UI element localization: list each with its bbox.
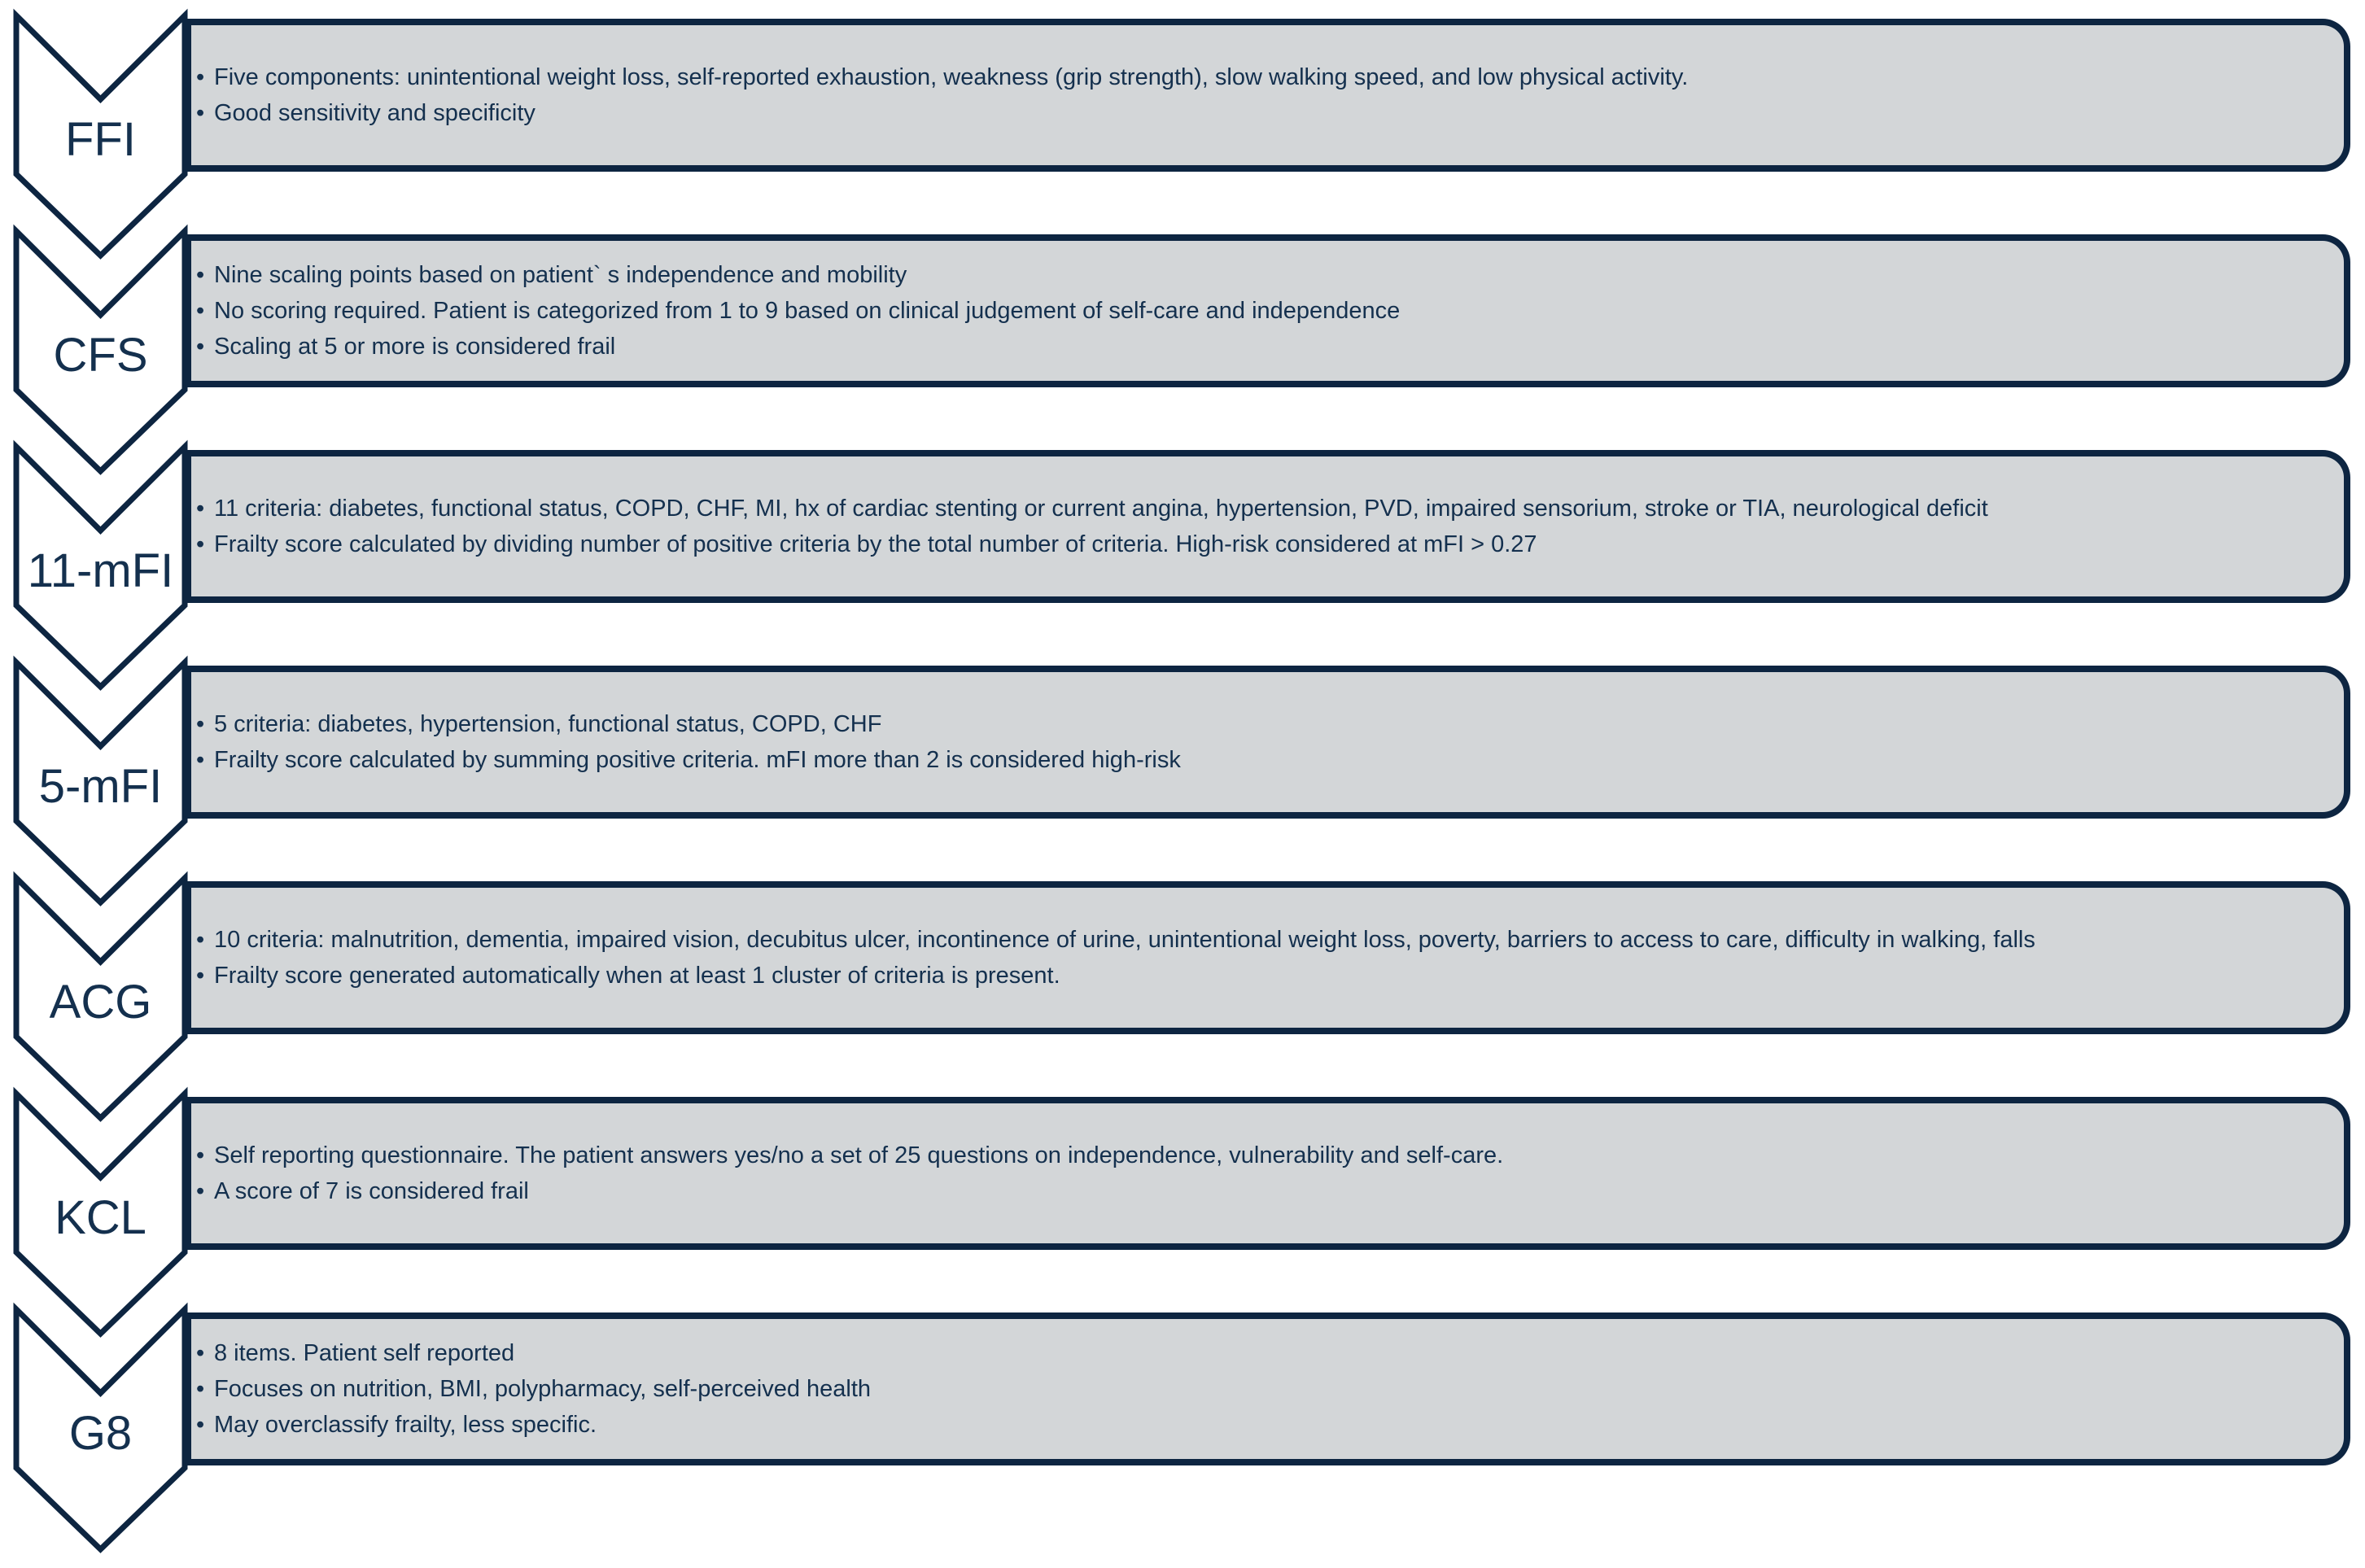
bullet-item [195,59,2298,95]
bullet-text: 8 items. Patient self reported [214,1340,515,1366]
bullet-item [195,491,2298,526]
bullet-text: 10 criteria: malnutrition, dementia, impaired vision, decubitus ulcer, incontinence of urine, unintentional weight loss, poverty, barriers to access to care, difficulty in walking, falls [214,927,2035,953]
bullet-item [195,706,2298,742]
bullet-item [195,293,2298,329]
bullet-item [195,95,2298,131]
bullet-text: 5 criteria: diabetes, hypertension, functional status, COPD, CHF [214,711,882,737]
description-box [185,666,2350,819]
bullet-icon: • [196,100,205,126]
stage-label: CFS [53,329,148,382]
bullet-item [195,1173,2298,1209]
bullet-item [195,922,2298,958]
bullet-item [195,526,2298,562]
stage-label: FFI [65,113,136,166]
bullet-text: 11 criteria: diabetes, functional status, COPD, CHF, MI, hx of cardiac stenting or current angina, hypertension, PVD, impaired sensorium, stroke or TIA, neurological deficit [214,496,1988,522]
bullet-text: Scaling at 5 or more is considered frail [214,334,616,360]
bullet-text: Frailty score generated automatically when at least 1 cluster of criteria is present. [214,963,1060,989]
bullet-icon: • [196,496,205,522]
bullet-icon: • [196,927,205,953]
bullet-item [195,1138,2298,1173]
bullet-text: No scoring required. Patient is categorized from 1 to 9 based on clinical judgement of self-care and independence [214,298,1401,324]
bullet-icon: • [196,262,205,288]
bullet-text: Nine scaling points based on patient` s independence and mobility [214,262,907,288]
bullet-item [195,742,2298,778]
stage-label: 5-mFI [38,760,163,813]
stage-label: ACG [49,976,152,1029]
bullet-text: Five components: unintentional weight loss, self-reported exhaustion, weakness (grip strength), slow walking speed, and low physical activity. [214,64,1689,90]
bullet-item [195,958,2298,994]
description-box [185,1097,2350,1250]
description-box [185,1312,2350,1465]
bullet-icon: • [196,1412,205,1438]
bullet-item [195,1335,2298,1371]
bullet-icon: • [196,1142,205,1168]
description-box [185,881,2350,1034]
bullet-icon: • [196,334,205,360]
description-box [185,19,2350,172]
bullet-item [195,329,2298,365]
stage-label: KCL [55,1191,146,1244]
bullet-text: Frailty score calculated by dividing number of positive criteria by the total number of criteria. High-risk considered at mFI > 0.27 [214,531,1537,557]
description-box [185,450,2350,603]
bullet-icon: • [196,531,205,557]
bullet-item [195,1407,2298,1443]
bullet-icon: • [196,1340,205,1366]
bullet-icon: • [196,963,205,989]
bullet-text: May overclassify frailty, less specific. [214,1412,597,1438]
bullet-icon: • [196,711,205,737]
bullet-item [195,1371,2298,1407]
bullet-text: Frailty score calculated by summing positive criteria. mFI more than 2 is considered high-risk [214,747,1181,773]
bullet-icon: • [196,747,205,773]
bullet-icon: • [196,298,205,324]
bullet-text: Good sensitivity and specificity [214,100,536,126]
stage-label: G8 [68,1407,133,1460]
bullet-item [195,257,2298,293]
bullet-icon: • [196,64,205,90]
stage-label: 11-mFI [27,544,174,597]
description-box [185,234,2350,387]
bullet-icon: • [196,1178,205,1204]
bullet-icon: • [196,1376,205,1402]
bullet-text: Self reporting questionnaire. The patient answers yes/no a set of 25 questions on independence, vulnerability and self-care. [214,1142,1504,1168]
bullet-text: A score of 7 is considered frail [214,1178,529,1204]
bullet-text: Focuses on nutrition, BMI, polypharmacy, self-perceived health [214,1376,872,1402]
